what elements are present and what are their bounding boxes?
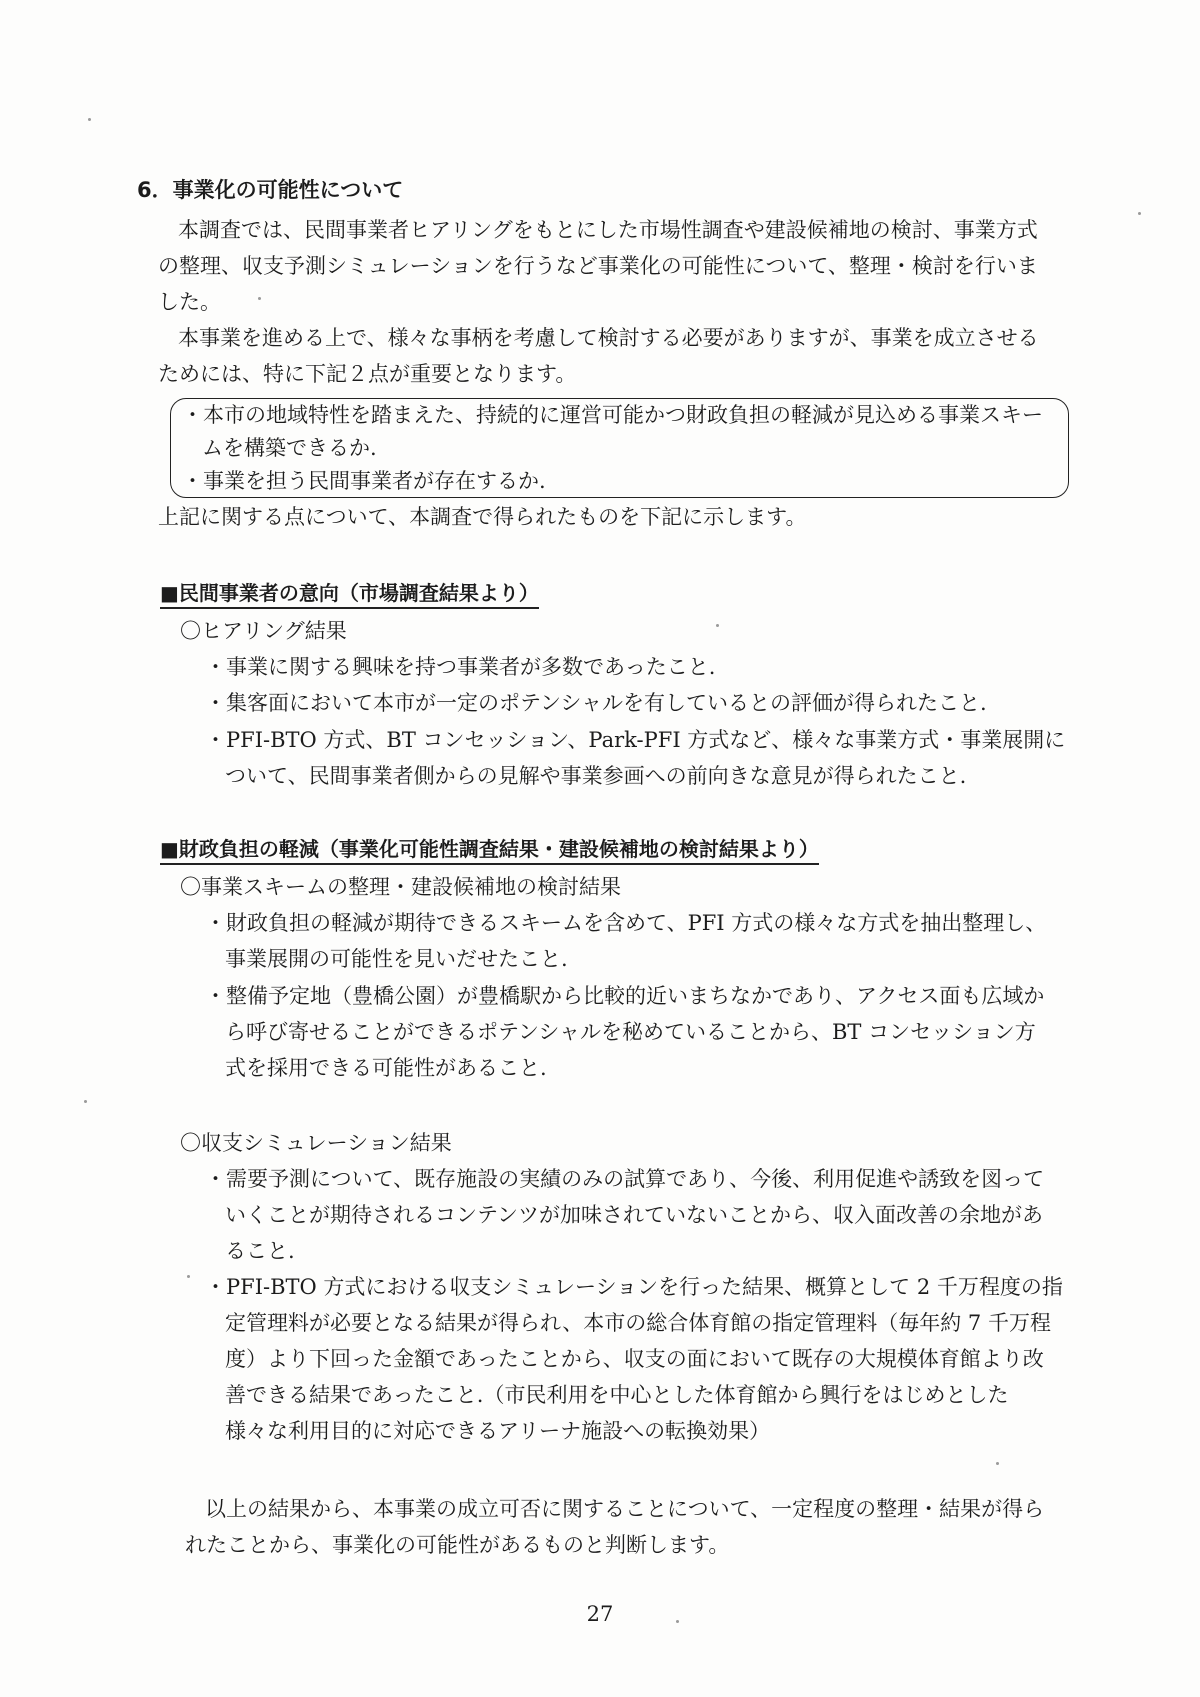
block1-subheading: 〇ヒアリング結果 xyxy=(180,619,347,643)
scan-speck xyxy=(716,624,719,627)
scan-speck xyxy=(676,1620,679,1623)
bullet-continuation: 度）より下回った金額であったことから、収支の面において既存の大規模体育館より改 xyxy=(225,1347,1044,1371)
block2-subheading-scheme: 〇事業スキームの整理・建設候補地の検討結果 xyxy=(180,875,621,899)
bullet-item: ・PFI-BTO 方式、BT コンセッション、Park-PFI 方式など、様々な事業方式・事業展開に xyxy=(205,728,1066,752)
conclusion-line: 以上の結果から、本事業の成立可否に関することについて、一定程度の整理・結果が得ら xyxy=(205,1497,1045,1521)
intro-line: ためには、特に下記２点が重要となります。 xyxy=(158,362,577,386)
bullet-continuation: 事業展開の可能性を見いだせたこと. xyxy=(225,947,568,971)
bullet-continuation: 様々な利用目的に対応できるアリーナ施設への転換効果） xyxy=(225,1419,771,1443)
bullet-item: ・PFI-BTO 方式における収支シミュレーションを行った結果、概算として 2 千万程度の指 xyxy=(205,1275,1063,1299)
intro-line: 本事業を進める上で、様々な事柄を考慮して検討する必要がありますが、事業を成立させる xyxy=(178,326,1039,350)
conclusion-line: れたことから、事業化の可能性があるものと判断します。 xyxy=(185,1533,730,1557)
block2-heading: ■財政負担の軽減（事業化可能性調査結果・建設候補地の検討結果より） xyxy=(160,836,819,865)
callout-line: ・本市の地域特性を踏まえた、持続的に運営可能かつ財政負担の軽減が見込める事業スキー xyxy=(182,403,1043,427)
block2-subheading-simulation: 〇収支シミュレーション結果 xyxy=(180,1131,452,1155)
bullet-item: ・整備予定地（豊橋公園）が豊橋駅から比較的近いまちなかであり、アクセス面も広域か xyxy=(205,984,1045,1008)
callout-line: ・事業を担う民間事業者が存在するか. xyxy=(182,469,546,493)
scan-speck xyxy=(258,297,261,300)
bullet-continuation: 善できる結果であったこと.（市民利用を中心とした体育館から興行をはじめとした xyxy=(225,1383,1009,1407)
scan-speck xyxy=(84,1100,87,1103)
page-number: 27 xyxy=(586,1602,614,1626)
bullet-item: ・事業に関する興味を持つ事業者が多数であったこと. xyxy=(205,655,716,679)
bullet-continuation: 式を採用できる可能性があること. xyxy=(225,1056,547,1080)
bullet-continuation: いくことが期待されるコンテンツが加味されていないことから、収入面改善の余地があ xyxy=(225,1203,1043,1227)
bullet-continuation: ついて、民間事業者側からの見解や事業参画への前向きな意見が得られたこと. xyxy=(225,764,967,788)
bullet-continuation: 定管理料が必要となる結果が得られ、本市の総合体育館の指定管理料（毎年約 7 千万程 xyxy=(225,1311,1051,1335)
callout-line: ムを構築できるか. xyxy=(202,436,377,460)
intro-line: 本調査では、民間事業者ヒアリングをもとにした市場性調査や建設候補地の検討、事業方式 xyxy=(178,218,1038,242)
bullet-continuation: ること. xyxy=(225,1239,295,1263)
section-title: 6．事業化の可能性について xyxy=(137,178,404,202)
bullet-item: ・需要予測について、既存施設の実績のみの試算であり、今後、利用促進や誘致を図って xyxy=(205,1167,1045,1191)
scan-speck xyxy=(88,118,91,121)
bullet-item: ・財政負担の軽減が期待できるスキームを含めて、PFI 方式の様々な方式を抽出整理し、 xyxy=(205,911,1047,935)
scan-speck xyxy=(996,1462,999,1465)
block1-heading: ■民間事業者の意向（市場調査結果より） xyxy=(160,580,539,609)
intro-line: した。 xyxy=(158,290,221,314)
bullet-continuation: ら呼び寄せることができるポテンシャルを秘めていることから、BT コンセッション方 xyxy=(225,1020,1036,1044)
scan-speck xyxy=(187,1275,190,1278)
intro-line: の整理、収支予測シミュレーションを行うなど事業化の可能性について、整理・検討を行いま xyxy=(158,254,1038,278)
scan-speck xyxy=(1138,212,1141,215)
bullet-item: ・集客面において本市が一定のポテンシャルを有しているとの評価が得られたこと. xyxy=(205,691,987,715)
after-callout-text: 上記に関する点について、本調査で得られたものを下記に示します。 xyxy=(158,505,807,529)
